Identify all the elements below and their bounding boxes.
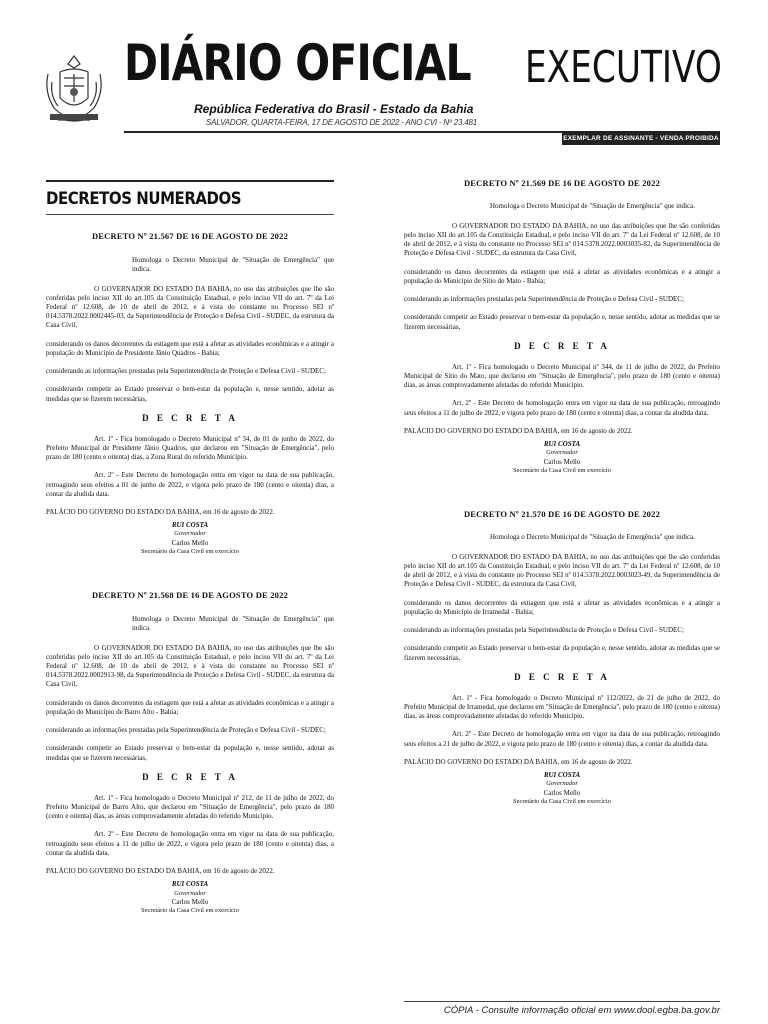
secretary-role: Secretário da Casa Civil em exercício <box>512 466 611 474</box>
governor-name: RUI COSTA <box>543 771 581 780</box>
governor-name: RUI COSTA <box>171 521 209 530</box>
decree-title: DECRETO Nº 21.568 DE 16 DE AGOSTO DE 2022 <box>91 590 289 601</box>
governor-role: Governador <box>174 889 206 897</box>
decree-article-1: Art. 1º - Fica homologado o Decreto Municipal nº 212, de 11 de julho de 2022, do Prefeito Municipal de Barro Alto, que declarou em "Situação de Emergência", pelo prazo de 180 (cento e oitenta) dias, as áreas comprovadamente afetadas do referido Município. <box>46 793 334 821</box>
governor-name: RUI COSTA <box>543 440 581 449</box>
decree-considering: considerando competir ao Estado preservar o bem-estar da população e, nesse sentido, adotar as medidas que se fizerem necessárias, <box>404 644 720 662</box>
decree-considering: considerando os danos decorrentes da estiagem que está a afetar as atividades econômicas e a atingir a população do Município de Barro Alto - Bahia; <box>46 698 334 716</box>
section-title: DECRETOS NUMERADOS <box>46 189 242 209</box>
secretary-role: Secretário da Casa Civil em exercício <box>140 548 239 556</box>
decree-article-2: Art. 2º - Este Decreto de homologação entra em vigor na data de sua publicação, retroagindo seus efeitos a 01 de junho de 2022, e vigora pelo prazo de 180 (cento e oitenta) dias, a contar da aludida data. <box>46 471 334 498</box>
decree-article-1: Art. 1º - Fica homologado o Decreto Municipal nº 344, de 11 de julho de 2022, do Prefeito Municipal de Sítio do Mato, que declarou em "Situação de Emergência", pelo prazo de 180 (cento e oitenta) dias, as áreas comprovadamente afetadas do referido Município. <box>404 362 720 390</box>
decree-considering: considerando as informações prestadas pela Superintendência de Proteção e Defesa Civil - SUDEC; <box>404 626 684 635</box>
decree-title: DECRETO Nº 21.570 DE 16 DE AGOSTO DE 2022 <box>463 509 661 520</box>
secretary-role: Secretário da Casa Civil em exercício <box>512 797 611 805</box>
subscriber-banner: EXEMPLAR DE ASSINANTE - VENDA PROIBIDA <box>562 133 720 145</box>
decree-palacio: PALÁCIO DO GOVERNO DO ESTADO DA BAHIA, em 16 de agosto de 2022. <box>46 508 275 517</box>
decree-preamble: O GOVERNADOR DO ESTADO DA BAHIA, no uso das atribuições que lhe são conferidas pelo inciso XII do art.105 da Constituição Estadual, e pelo inciso VII do art. 7º da Lei Federal nº 12.608, de 10 de abril de 2012, e à vista do constante no Processo SEI nº 014.5378.2022.0003035-82, da Superintendência de Proteção e Defesa Civil - SUDEC, da estrutura da Casa Civil, <box>404 221 720 258</box>
governor-role: Governador <box>546 449 578 457</box>
decree-preamble: O GOVERNADOR DO ESTADO DA BAHIA, no uso das atribuições que lhe são conferidas pelo inciso XII do art.105 da Constituição Estadual, e pelo inciso VII do art. 7º da Lei Federal nº 12.608, de 10 de abril de 2012, e à vista do constante no Processo SEI nº 014.5378.2022.0002445-03, da Superintendência de Proteção e Defesa Civil - SUDEC, da estrutura da Casa Civil, <box>46 284 334 330</box>
decree-21570 <box>404 509 720 806</box>
secretary-name: Carlos Mello <box>543 788 581 797</box>
decree-preamble: O GOVERNADOR DO ESTADO DA BAHIA, no uso das atribuições que lhe são conferidas pelo inciso XII do art.105 da Constituição Estadual, e pelo inciso VII do art. 7º da Lei Federal nº 12.608, de 10 de abril de 2012, e à vista do constante no Processo SEI nº 014.5378.2022.0002913-98, da Superintendência de Proteção e Defesa Civil - SUDEC, da estrutura da Casa Civil, <box>46 643 334 689</box>
section-underline <box>46 214 334 215</box>
governor-name: RUI COSTA <box>171 880 209 889</box>
decree-title: DECRETO Nº 21.569 DE 16 DE AGOSTO DE 2022 <box>463 178 661 188</box>
decree-ementa: Homologa o Decreto Municipal de "Situação de Emergência" que indica. <box>490 533 696 542</box>
decree-title: DECRETO Nº 21.567 DE 16 DE AGOSTO DE 2022 <box>91 231 289 242</box>
decree-considering: considerando as informações prestadas pela Superintendência de Proteção e Defesa Civil - SUDEC; <box>46 367 326 376</box>
bahia-coat-of-arms-icon <box>40 52 108 128</box>
left-column <box>46 180 334 949</box>
decree-preamble: O GOVERNADOR DO ESTADO DA BAHIA, no uso das atribuições que lhe são conferidas pelo inciso XII do art.105 da Constituição Estadual, e pelo inciso VII do art. 7º da Lei Federal nº 12.608, de 10 de abril de 2012, e à vista do constante no Processo SEI nº 014.5378.2022.0003023-49, da Superintendência de Proteção e Defesa Civil - SUDEC, da estrutura da Casa Civil, <box>404 552 720 589</box>
secretary-name: Carlos Mello <box>171 897 209 906</box>
right-column <box>404 178 720 840</box>
decree-21567 <box>46 231 334 556</box>
signature-block <box>404 771 720 806</box>
decree-considering: considerando competir ao Estado preservar o bem-estar da população e, nesse sentido, adotar as medidas que se fizerem necessárias, <box>404 313 720 331</box>
decree-considering: considerando competir ao Estado preservar o bem-estar da população e, nesse sentido, adotar as medidas que se fizerem necessárias, <box>46 744 334 762</box>
masthead <box>0 0 768 150</box>
decreta-heading: D E C R E T A <box>514 340 610 351</box>
decree-considering: considerando os danos decorrentes da estiagem que está a afetar as atividades econômicas e a atingir a população do Município de Presidente Jânio Quadros - Bahia; <box>46 339 334 357</box>
decreta-heading: D E C R E T A <box>142 771 238 782</box>
decree-article-2: Art. 2º - Este Decreto de homologação entra em vigor na data de sua publicação, retroagindo seus efeitos a 11 de julho de 2022, e vigora pelo prazo de 180 (cento e oitenta) dias, a contar da aludida data. <box>46 830 334 857</box>
decree-21569 <box>404 178 720 475</box>
edition-line: SALVADOR, QUARTA-FEIRA, 17 DE AGOSTO DE 2022 - ANO CVI - Nº 23.481 <box>206 118 478 127</box>
governor-role: Governador <box>174 530 206 538</box>
secretary-role: Secretário da Casa Civil em exercício <box>140 907 239 915</box>
signature-block <box>46 880 334 915</box>
decree-palacio: PALÁCIO DO GOVERNO DO ESTADO DA BAHIA, em 16 de agosto de 2022. <box>46 867 275 876</box>
secretary-name: Carlos Mello <box>171 538 209 547</box>
secretary-name: Carlos Mello <box>543 457 581 466</box>
decreta-heading: D E C R E T A <box>142 412 238 423</box>
decree-palacio: PALÁCIO DO GOVERNO DO ESTADO DA BAHIA, em 16 de agosto de 2022. <box>404 757 633 766</box>
publication-subtitle: EXECUTIVO <box>525 42 722 93</box>
decree-considering: considerando competir ao Estado preservar o bem-estar da população e, nesse sentido, adotar as medidas que se fizerem necessárias, <box>46 385 334 403</box>
decree-ementa: Homologa o Decreto Municipal de "Situação de Emergência" que indica. <box>490 202 696 211</box>
footer-divider <box>404 1001 720 1002</box>
republic-line: República Federativa do Brasil - Estado da Bahia <box>194 102 474 116</box>
decree-considering: considerando os danos decorrentes da estiagem que está a afetar as atividades econômicas e a atingir a população do Município de Sítio do Mato - Bahia; <box>404 267 720 285</box>
section-top-rule <box>46 180 334 182</box>
decreta-heading: D E C R E T A <box>514 671 610 682</box>
decree-ementa: Homologa o Decreto Municipal de "Situação de Emergência" que indica. <box>132 614 334 633</box>
copy-notice: CÓPIA - Consulte informação oficial em www.dool.egba.ba.gov.br <box>443 1005 720 1016</box>
decree-ementa: Homologa o Decreto Municipal de "Situação de Emergência" que indica. <box>132 255 334 274</box>
decree-considering: considerando as informações prestadas pela Superintendência de Proteção e Defesa Civil - SUDEC; <box>46 726 326 735</box>
decree-palacio: PALÁCIO DO GOVERNO DO ESTADO DA BAHIA, em 16 de agosto de 2022. <box>404 426 633 435</box>
decree-21568 <box>46 590 334 915</box>
decree-article-2: Art. 2º - Este Decreto de homologação entra em vigor na data de sua publicação, retroagindo seus efeitos a 11 de julho de 2022, e vigora pelo prazo de 180 (cento e oitenta) dias, a contar da aludida data. <box>404 399 720 417</box>
decree-considering: considerando as informações prestadas pela Superintendência de Proteção e Defesa Civil - SUDEC; <box>404 295 684 304</box>
decree-article-1: Art. 1º - Fica homologado o Decreto Municipal nº 112/2022, de 21 de julho de 2022, do Prefeito Municipal de Irramedal, que declarou em "Situação de Emergência", pelo prazo de 180 (cento e oitenta) dias, as áreas comprovadamente afetadas do referido Município. <box>404 693 720 721</box>
decree-article-2: Art. 2º - Este Decreto de homologação entra em vigor na data de sua publicação, retroagindo seus efeitos a 21 de julho de 2022, e vigora pelo prazo de 180 (cento e oitenta) dias, a contar da aludida data. <box>404 730 720 748</box>
decree-considering: considerando os danos decorrentes da estiagem que está a afetar as atividades econômicas e a atingir a população do Município de Irramedal - Bahia; <box>404 598 720 616</box>
signature-block <box>46 521 334 556</box>
decree-article-1: Art. 1º - Fica homologado o Decreto Municipal nº 34, de 01 de junho de 2022, do Prefeito Municipal de Presidente Jânio Quadros, que declarou em "Situação de Emergência", pelo prazo de 180 (cento e oitenta) dias, a Zona Rural do referido Município. <box>46 434 334 462</box>
governor-role: Governador <box>546 780 578 788</box>
publication-title: DIÁRIO OFICIAL <box>124 34 471 92</box>
signature-block <box>404 440 720 475</box>
